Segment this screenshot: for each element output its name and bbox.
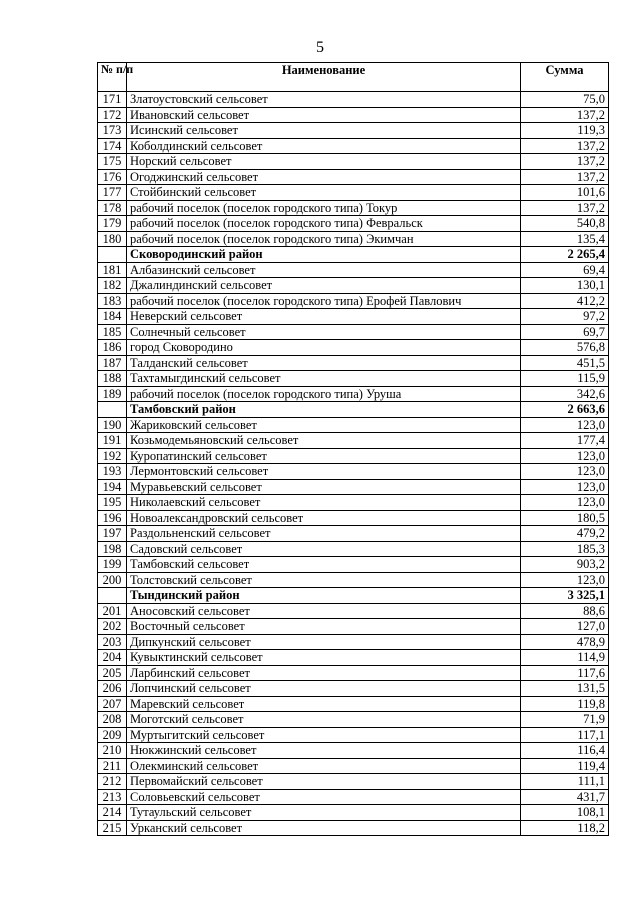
- row-number: [98, 402, 127, 418]
- row-sum: 137,2: [521, 200, 609, 216]
- row-name: Тындинский район: [127, 588, 521, 604]
- row-sum: 135,4: [521, 231, 609, 247]
- row-number: 178: [98, 200, 127, 216]
- row-name: Сковородинский район: [127, 247, 521, 263]
- table-body: [98, 92, 609, 836]
- table-row: [98, 603, 609, 619]
- table-row: [98, 386, 609, 402]
- row-sum: 130,1: [521, 278, 609, 294]
- table-row: [98, 200, 609, 216]
- row-sum: 117,1: [521, 727, 609, 743]
- row-sum: 137,2: [521, 107, 609, 123]
- row-name: рабочий поселок (поселок городского типа) Февральск: [127, 216, 521, 232]
- row-name: Новоалександровский сельсовет: [127, 510, 521, 526]
- row-number: 198: [98, 541, 127, 557]
- row-number: 187: [98, 355, 127, 371]
- row-number: 197: [98, 526, 127, 542]
- row-sum: 342,6: [521, 386, 609, 402]
- row-name: Муравьевский сельсовет: [127, 479, 521, 495]
- row-sum: 177,4: [521, 433, 609, 449]
- row-sum: 108,1: [521, 805, 609, 821]
- row-sum: 97,2: [521, 309, 609, 325]
- row-name: Исинский сельсовет: [127, 123, 521, 139]
- table-row: [98, 650, 609, 666]
- row-number: 181: [98, 262, 127, 278]
- table-header-row: [98, 63, 609, 92]
- row-name: Огоджинский сельсовет: [127, 169, 521, 185]
- row-sum: 69,4: [521, 262, 609, 278]
- row-sum: 116,4: [521, 743, 609, 759]
- row-number: 195: [98, 495, 127, 511]
- row-name: Тутаульский сельсовет: [127, 805, 521, 821]
- row-name: Садовский сельсовет: [127, 541, 521, 557]
- table-row: [98, 820, 609, 836]
- table-row: [98, 448, 609, 464]
- row-sum: 137,2: [521, 169, 609, 185]
- district-row: [98, 402, 609, 418]
- row-number: 194: [98, 479, 127, 495]
- row-name: Лопчинский сельсовет: [127, 681, 521, 697]
- district-row: [98, 247, 609, 263]
- row-number: 210: [98, 743, 127, 759]
- row-number: [98, 588, 127, 604]
- row-sum: 479,2: [521, 526, 609, 542]
- table-row: [98, 231, 609, 247]
- row-name: Первомайский сельсовет: [127, 774, 521, 790]
- row-number: 173: [98, 123, 127, 139]
- row-name: Норский сельсовет: [127, 154, 521, 170]
- row-name: Джалиндинский сельсовет: [127, 278, 521, 294]
- row-sum: 180,5: [521, 510, 609, 526]
- table-row: [98, 634, 609, 650]
- table-row: [98, 340, 609, 356]
- row-name: Коболдинский сельсовет: [127, 138, 521, 154]
- row-name: рабочий поселок (поселок городского типа) Ерофей Павлович: [127, 293, 521, 309]
- table-row: [98, 216, 609, 232]
- row-number: 215: [98, 820, 127, 836]
- row-name: Тамбовский район: [127, 402, 521, 418]
- row-number: 196: [98, 510, 127, 526]
- table-row: [98, 123, 609, 139]
- row-name: Тамбовский сельсовет: [127, 557, 521, 573]
- row-number: 175: [98, 154, 127, 170]
- row-name: Восточный сельсовет: [127, 619, 521, 635]
- budget-table: [97, 62, 609, 836]
- row-number: 177: [98, 185, 127, 201]
- table-row: [98, 805, 609, 821]
- row-number: 184: [98, 309, 127, 325]
- row-number: 200: [98, 572, 127, 588]
- row-name: Муртыгитский сельсовет: [127, 727, 521, 743]
- row-name: Маревский сельсовет: [127, 696, 521, 712]
- row-sum: 576,8: [521, 340, 609, 356]
- table-row: [98, 138, 609, 154]
- table-row: [98, 371, 609, 387]
- row-number: 174: [98, 138, 127, 154]
- table-row: [98, 324, 609, 340]
- row-name: Талданский сельсовет: [127, 355, 521, 371]
- row-sum: 123,0: [521, 464, 609, 480]
- row-name: Куропатинский сельсовет: [127, 448, 521, 464]
- row-sum: 412,2: [521, 293, 609, 309]
- row-name: Раздольненский сельсовет: [127, 526, 521, 542]
- row-name: Ивановский сельсовет: [127, 107, 521, 123]
- row-number: 193: [98, 464, 127, 480]
- table-row: [98, 789, 609, 805]
- row-number: 190: [98, 417, 127, 433]
- table-row: [98, 92, 609, 108]
- row-name: Тахтамыгдинский сельсовет: [127, 371, 521, 387]
- row-sum: 123,0: [521, 448, 609, 464]
- header-name: Наименование: [127, 63, 521, 92]
- table-row: [98, 557, 609, 573]
- row-number: 203: [98, 634, 127, 650]
- table-row: [98, 154, 609, 170]
- table-row: [98, 541, 609, 557]
- table-row: [98, 510, 609, 526]
- row-sum: 75,0: [521, 92, 609, 108]
- row-number: 211: [98, 758, 127, 774]
- row-name: Нюкжинский сельсовет: [127, 743, 521, 759]
- row-name: город Сковородино: [127, 340, 521, 356]
- row-name: Толстовский сельсовет: [127, 572, 521, 588]
- row-number: 207: [98, 696, 127, 712]
- row-number: 212: [98, 774, 127, 790]
- row-number: 191: [98, 433, 127, 449]
- table-row: [98, 293, 609, 309]
- row-number: 183: [98, 293, 127, 309]
- table-row: [98, 619, 609, 635]
- table-row: [98, 665, 609, 681]
- row-number: 179: [98, 216, 127, 232]
- row-number: 202: [98, 619, 127, 635]
- row-sum: 118,2: [521, 820, 609, 836]
- row-sum: 88,6: [521, 603, 609, 619]
- row-number: 213: [98, 789, 127, 805]
- table-row: [98, 727, 609, 743]
- row-name: Олекминский сельсовет: [127, 758, 521, 774]
- table-row: [98, 696, 609, 712]
- row-name: Козьмодемьяновский сельсовет: [127, 433, 521, 449]
- row-sum: 478,9: [521, 634, 609, 650]
- table-row: [98, 309, 609, 325]
- row-name: Ларбинский сельсовет: [127, 665, 521, 681]
- row-number: 209: [98, 727, 127, 743]
- row-number: 185: [98, 324, 127, 340]
- row-sum: 2 265,4: [521, 247, 609, 263]
- row-sum: 185,3: [521, 541, 609, 557]
- row-number: 171: [98, 92, 127, 108]
- table-row: [98, 526, 609, 542]
- row-number: 199: [98, 557, 127, 573]
- page-number: 5: [316, 39, 324, 56]
- row-name: Кувыктинский сельсовет: [127, 650, 521, 666]
- row-name: Албазинский сельсовет: [127, 262, 521, 278]
- row-number: 208: [98, 712, 127, 728]
- row-sum: 137,2: [521, 138, 609, 154]
- table-row: [98, 712, 609, 728]
- row-name: Дипкунский сельсовет: [127, 634, 521, 650]
- header-number: № п/п: [98, 63, 127, 92]
- row-number: 201: [98, 603, 127, 619]
- table-row: [98, 185, 609, 201]
- row-sum: 119,3: [521, 123, 609, 139]
- row-sum: 3 325,1: [521, 588, 609, 604]
- table-row: [98, 107, 609, 123]
- row-sum: 2 663,6: [521, 402, 609, 418]
- row-name: Урканский сельсовет: [127, 820, 521, 836]
- row-number: 186: [98, 340, 127, 356]
- table-row: [98, 417, 609, 433]
- district-row: [98, 588, 609, 604]
- row-sum: 101,6: [521, 185, 609, 201]
- row-name: Моготский сельсовет: [127, 712, 521, 728]
- row-name: Стойбинский сельсовет: [127, 185, 521, 201]
- table-row: [98, 743, 609, 759]
- row-number: 192: [98, 448, 127, 464]
- row-name: Неверский сельсовет: [127, 309, 521, 325]
- table-row: [98, 758, 609, 774]
- table-row: [98, 681, 609, 697]
- row-sum: 127,0: [521, 619, 609, 635]
- table-row: [98, 433, 609, 449]
- row-number: 189: [98, 386, 127, 402]
- row-name: Аносовский сельсовет: [127, 603, 521, 619]
- row-sum: 123,0: [521, 479, 609, 495]
- row-number: 205: [98, 665, 127, 681]
- row-name: Златоустовский сельсовет: [127, 92, 521, 108]
- row-number: 188: [98, 371, 127, 387]
- header-sum: Сумма: [521, 63, 609, 92]
- row-name: рабочий поселок (поселок городского типа) Экимчан: [127, 231, 521, 247]
- row-sum: 115,9: [521, 371, 609, 387]
- row-sum: 451,5: [521, 355, 609, 371]
- row-number: 172: [98, 107, 127, 123]
- table-row: [98, 479, 609, 495]
- row-number: 206: [98, 681, 127, 697]
- row-sum: 69,7: [521, 324, 609, 340]
- row-sum: 119,4: [521, 758, 609, 774]
- row-sum: 137,2: [521, 154, 609, 170]
- row-sum: 131,5: [521, 681, 609, 697]
- row-name: рабочий поселок (поселок городского типа) Токур: [127, 200, 521, 216]
- row-number: 214: [98, 805, 127, 821]
- row-name: Лермонтовский сельсовет: [127, 464, 521, 480]
- row-sum: 114,9: [521, 650, 609, 666]
- table-row: [98, 572, 609, 588]
- table-row: [98, 355, 609, 371]
- row-sum: 431,7: [521, 789, 609, 805]
- row-name: Жариковский сельсовет: [127, 417, 521, 433]
- row-name: рабочий поселок (поселок городского типа) Уруша: [127, 386, 521, 402]
- row-number: 182: [98, 278, 127, 294]
- table-row: [98, 495, 609, 511]
- row-sum: 123,0: [521, 417, 609, 433]
- row-sum: 71,9: [521, 712, 609, 728]
- row-name: Соловьевский сельсовет: [127, 789, 521, 805]
- row-sum: 123,0: [521, 495, 609, 511]
- row-sum: 119,8: [521, 696, 609, 712]
- row-number: [98, 247, 127, 263]
- row-sum: 117,6: [521, 665, 609, 681]
- table-row: [98, 169, 609, 185]
- row-name: Николаевский сельсовет: [127, 495, 521, 511]
- table-row: [98, 262, 609, 278]
- row-name: Солнечный сельсовет: [127, 324, 521, 340]
- row-sum: 111,1: [521, 774, 609, 790]
- row-number: 176: [98, 169, 127, 185]
- row-sum: 540,8: [521, 216, 609, 232]
- table-row: [98, 278, 609, 294]
- row-number: 180: [98, 231, 127, 247]
- table-row: [98, 464, 609, 480]
- row-sum: 903,2: [521, 557, 609, 573]
- row-sum: 123,0: [521, 572, 609, 588]
- row-number: 204: [98, 650, 127, 666]
- table-row: [98, 774, 609, 790]
